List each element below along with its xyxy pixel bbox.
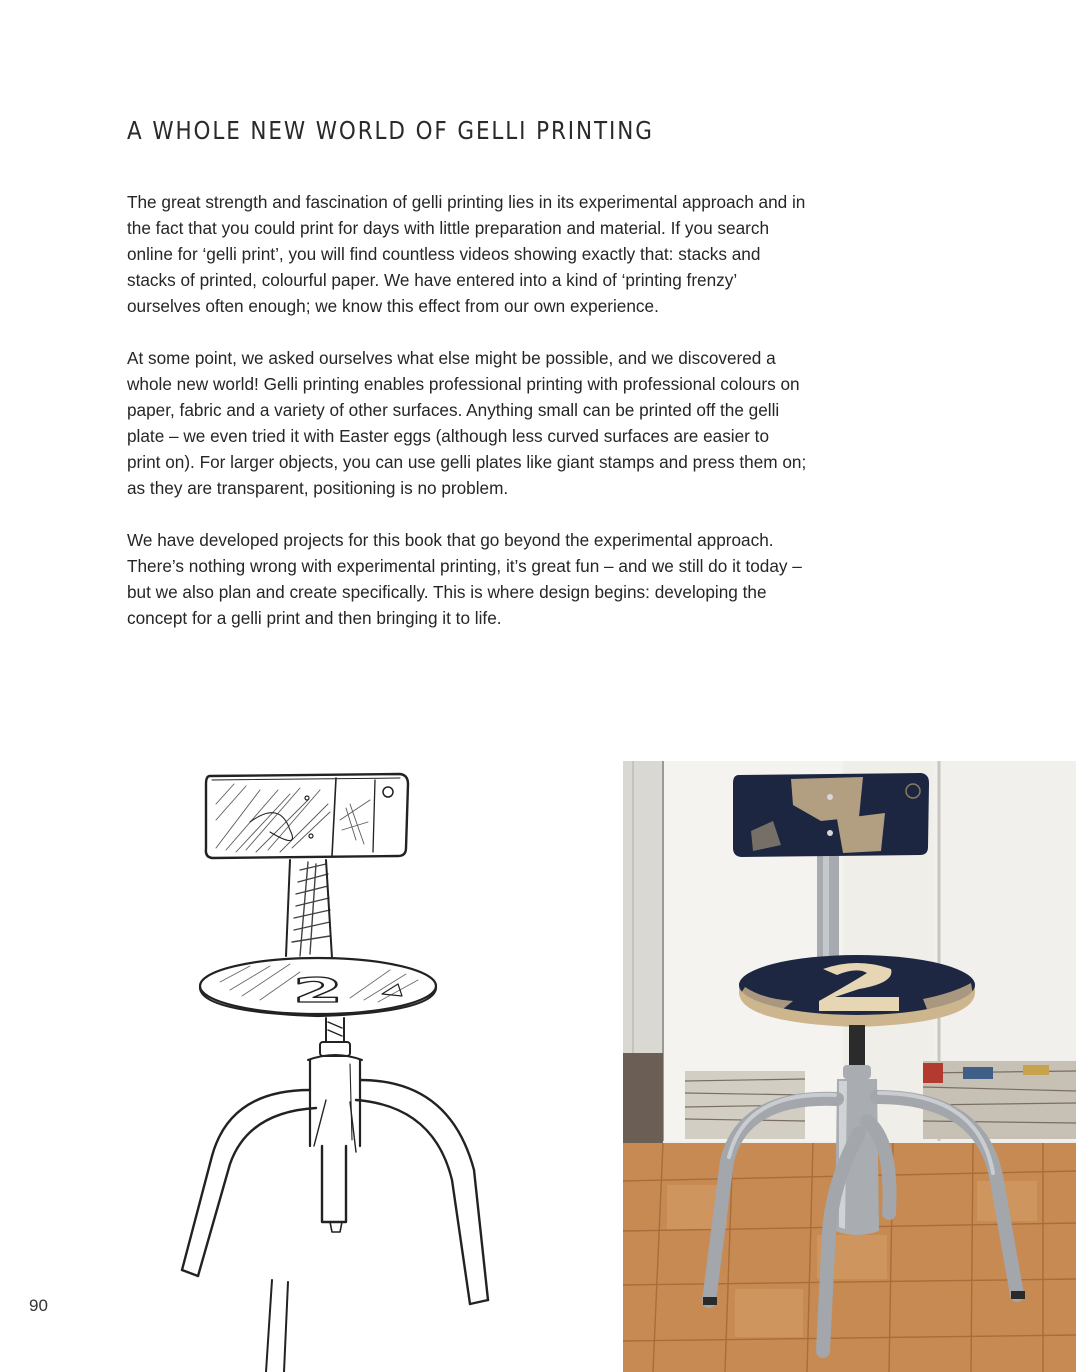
- page-number: 90: [29, 1296, 48, 1315]
- paragraph-2: At some point, we asked ourselves what else might be possible, and we discovered a whole new world! Gelli printing enables professional printing with professional colours on paper, fabric and a variety of other surfaces. Anything small can be printed off the gelli plate – we even tried it with Easter eggs (although less curved surfaces are easier to print on). For larger objects, you can use gelli plates like giant stamps and press them on; as they are transparent, positioning is no problem.: [127, 348, 807, 498]
- body-text: [127, 189, 807, 657]
- paragraph-3: We have developed projects for this book that go beyond the experimental approach. There’s nothing wrong with experimental printing, it’s great fun – and we still do it today – but we also plan and create specifically. This is where design begins: developing the concept for a gelli print and then bringing it to life.: [127, 530, 802, 628]
- sketch-spindle: [308, 1018, 362, 1146]
- sketch-legs: [182, 1080, 488, 1372]
- chair-sketch: [150, 760, 550, 1372]
- sketch-backrest: [206, 774, 408, 858]
- sketch-seat-number: 2: [292, 971, 344, 1011]
- paragraph-1: The great strength and fascination of gelli printing lies in its experimental approach and in the fact that you could print for days with little preparation and material. If you search online for ‘gelli print’, you will find countless videos showing exactly that: stacks and stacks of printed, colourful paper. We have entered into a kind of ‘printing frenzy’ ourselves often enough; we know this effect from our own experience.: [127, 192, 806, 316]
- chair-photo: [623, 761, 1076, 1372]
- page-title: A WHOLE NEW WORLD OF GELLI PRINTING: [127, 116, 654, 145]
- sketch-post: [286, 860, 332, 958]
